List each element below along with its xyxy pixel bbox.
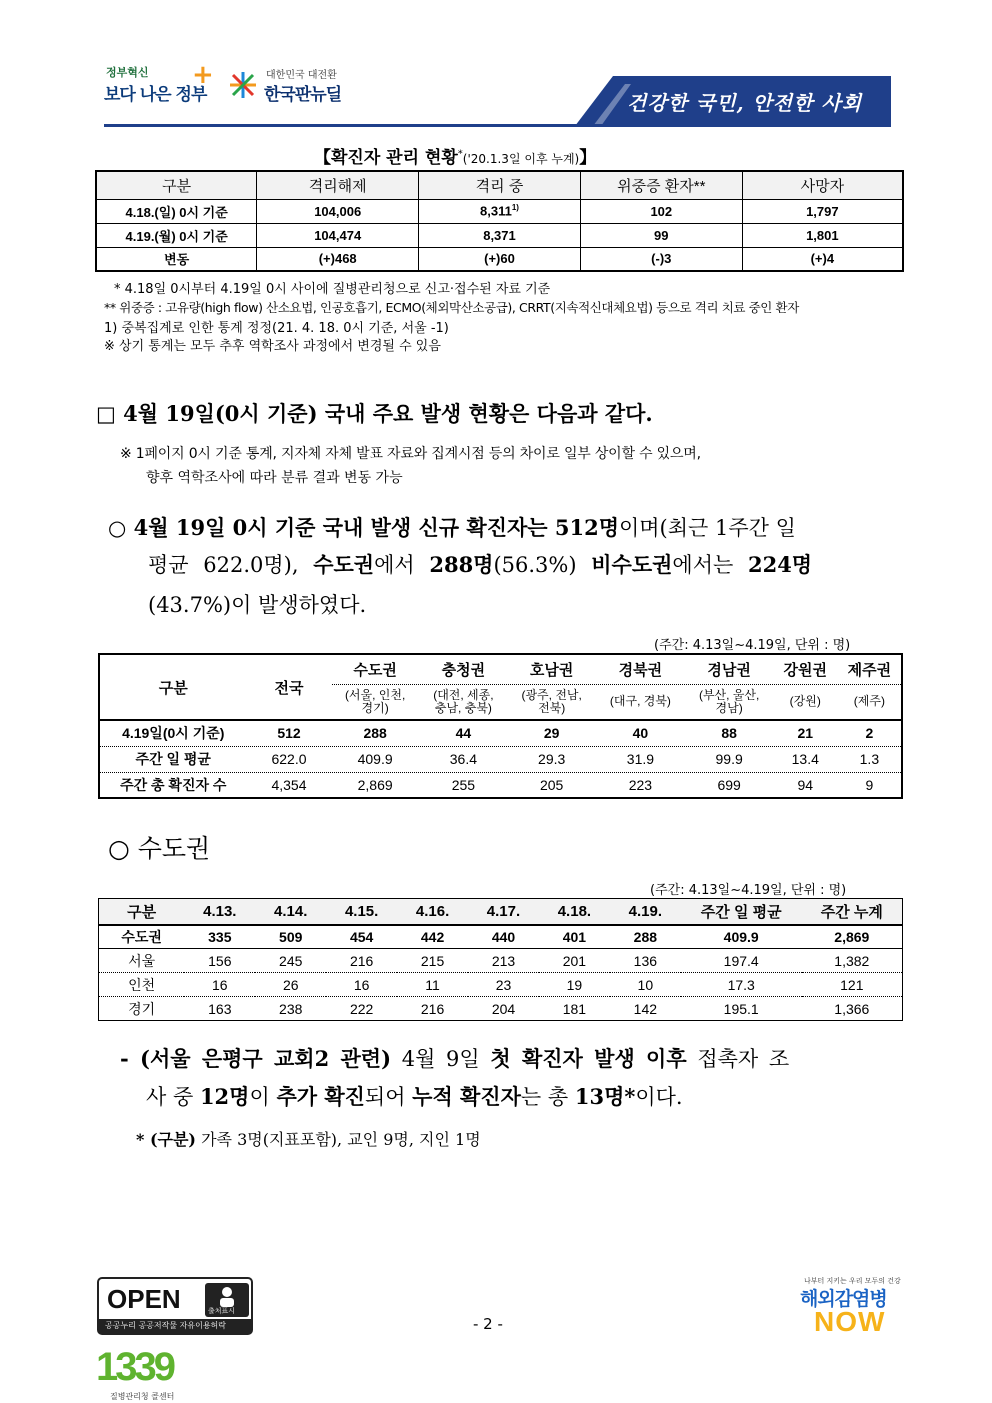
- table1-title-suffix: ('20.1.3일 이후 누계): [462, 152, 580, 166]
- cell: 2,869: [331, 772, 419, 798]
- col-header: 4.17.: [468, 899, 539, 925]
- cell: 16: [184, 973, 255, 997]
- cell: 36.4: [419, 746, 507, 772]
- col-header: 4.18.: [539, 899, 610, 925]
- cell: 1,797: [742, 199, 903, 223]
- cell: 163: [184, 997, 255, 1021]
- cell: 216: [326, 949, 397, 973]
- col-header: 4.15.: [326, 899, 397, 925]
- cell: 222: [326, 997, 397, 1021]
- cell: 31.9: [596, 746, 685, 772]
- row-label: 경기: [99, 997, 185, 1021]
- page-number: - 2 -: [473, 1315, 503, 1333]
- cell: 204: [468, 997, 539, 1021]
- cell: 142: [610, 997, 681, 1021]
- cell: 442: [397, 925, 468, 949]
- note-line: ※ 상기 통계는 모두 추후 역학조사 과정에서 변경될 수 있음: [104, 339, 441, 354]
- col-header: 4.14.: [255, 899, 326, 925]
- slogan-banner: [575, 76, 891, 126]
- cell: 195.1: [681, 997, 802, 1021]
- cell: 215: [397, 949, 468, 973]
- para-text: (56.3%): [493, 553, 577, 577]
- attribution-icon: [205, 1283, 249, 1317]
- section-note: ※ 1페이지 0시 기준 통계, 지자체 자체 발표 자료와 집계시점 등의 차이로 일부 상이할 수 있으며,: [120, 446, 701, 462]
- note-line: * 4.18일 0시부터 4.19일 0시 사이에 질병관리청으로 신고·접수된 자료 기준: [114, 282, 551, 297]
- cell: (+)468: [257, 247, 419, 271]
- table2-unit: (주간: 4.13일~4.19일, 단위 : 명): [654, 638, 851, 653]
- table-row: [99, 949, 903, 973]
- col-header: 전국: [274, 679, 304, 697]
- cell: 16: [326, 973, 397, 997]
- para-line: [120, 1043, 789, 1073]
- table-row: [99, 746, 902, 772]
- region-sub: (대전, 세종, 충남, 충북): [419, 684, 507, 720]
- cell: 19: [539, 973, 610, 997]
- cell: 216: [397, 997, 468, 1021]
- table1-title-main: 【확진자 관리 현황: [314, 148, 458, 168]
- para-bold: 비수도권: [591, 552, 673, 577]
- new-deal-small: 대한민국 대전환: [266, 70, 337, 81]
- para-text: 이다.: [635, 1085, 683, 1109]
- now-title: 해외감염병: [800, 1288, 887, 1310]
- slogan-text: 건강한 국민, 안전한 사회: [627, 91, 863, 115]
- cell: 238: [255, 997, 326, 1021]
- para-text: 사 중: [146, 1085, 194, 1109]
- korean-new-deal-logo: [228, 66, 358, 110]
- cell: 1,366: [802, 997, 903, 1021]
- cell: (+)60: [419, 247, 581, 271]
- para-text: 되어: [364, 1085, 406, 1109]
- cell: 335: [184, 925, 255, 949]
- row-label: 4.19일(0시 기준): [99, 720, 247, 746]
- col-header: 주간 누계: [802, 899, 903, 925]
- col-header: 구분: [96, 171, 257, 199]
- header-divider: [104, 124, 891, 127]
- table-row: [96, 223, 903, 247]
- section-heading: □ 4월 19일(0시 기준) 국내 주요 발생 현황은 다음과 같다.: [96, 401, 653, 426]
- capital-area-table: [98, 898, 903, 1021]
- note-label: * (구분): [136, 1130, 196, 1149]
- cell: 23: [468, 973, 539, 997]
- para-bold: 224명: [747, 552, 813, 577]
- cell: 509: [255, 925, 326, 949]
- table-row: [96, 199, 903, 223]
- cell: 440: [468, 925, 539, 949]
- table1-title-close: 】: [579, 148, 597, 168]
- cell: 11: [397, 973, 468, 997]
- now-caption: 나부터 지키는 우리 모두의 건강: [804, 1277, 901, 1285]
- note-line: 1) 중복집계로 인한 통계 정정(21. 4. 18. 0시 기준, 서울 -1): [104, 321, 449, 336]
- cell: 181: [539, 997, 610, 1021]
- cell: 213: [468, 949, 539, 973]
- cell: 401: [539, 925, 610, 949]
- table-row: [99, 973, 903, 997]
- cell: 288: [610, 925, 681, 949]
- table-header-row: [99, 899, 903, 925]
- para-bold: 수도권: [313, 552, 375, 577]
- cell: 99.9: [685, 746, 773, 772]
- col-header: 수도권: [353, 661, 397, 679]
- table-row: [99, 925, 903, 949]
- row-label: 인천: [99, 973, 185, 997]
- col-header: 위중증 환자**: [580, 171, 742, 199]
- gov-innovation-small: 정부혁신: [106, 66, 149, 79]
- para-bold: ○ 4월 19일 0시 기준 국내 발생 신규 확진자는 512명: [108, 515, 619, 540]
- note-line: ** 위중증 : 고유량(high flow) 산소요법, 인공호흡기, ECMO(체외막산소공급), CRRT(지속적신대체요법) 등으로 격리 치료 중인 환자: [104, 300, 799, 315]
- section-note: 향후 역학조사에 따라 분류 결과 변동 가능: [146, 470, 403, 486]
- cell: 409.9: [681, 925, 802, 949]
- kdca-1339-logo: [96, 1345, 206, 1403]
- para-text: 는 총: [520, 1085, 569, 1109]
- para-line: [108, 512, 796, 542]
- cell: 4,354: [247, 772, 331, 798]
- row-label: 변동: [96, 247, 257, 271]
- col-header: 4.19.: [610, 899, 681, 925]
- cell: 1,801: [742, 223, 903, 247]
- note-text: 가족 3명(지표포함), 교인 9명, 지인 1명: [201, 1130, 481, 1149]
- cell: 205: [508, 772, 596, 798]
- gov-innovation-logo: [104, 62, 212, 112]
- col-header: 경남권: [707, 661, 751, 679]
- callcenter-caption: 질병관리청 콜센터: [110, 1392, 175, 1401]
- cell: 9: [837, 772, 902, 798]
- col-header: 호남권: [529, 661, 574, 679]
- table-row: [96, 247, 903, 271]
- para-line: (43.7%)이 발생하였다.: [148, 593, 367, 617]
- row-label: 주간 총 확진자 수: [99, 772, 247, 798]
- col-header: 4.13.: [184, 899, 255, 925]
- kogl-caption: 공공누리 공공저작물 자유이용허락: [99, 1319, 251, 1333]
- cell: 622.0: [247, 746, 331, 772]
- para-text: 이며(최근 1주간 일: [618, 516, 796, 540]
- col-header: 격리 중: [419, 171, 581, 199]
- now-word: NOW: [814, 1306, 886, 1337]
- new-deal-main: 한국판뉴딜: [264, 85, 342, 105]
- para-text: 접촉자 조: [697, 1047, 790, 1071]
- overseas-infection-now-logo: [800, 1276, 905, 1338]
- col-header: 구분: [99, 899, 185, 925]
- row-label: 4.18.(일) 0시 기준: [96, 199, 257, 223]
- row-label: 주간 일 평균: [99, 746, 247, 772]
- cell: 26: [255, 973, 326, 997]
- gov-innovation-main: 보다 나은 정부: [104, 85, 207, 105]
- para-bold: 추가 확진: [276, 1084, 365, 1109]
- open-label: OPEN: [103, 1283, 199, 1317]
- col-header: 경북권: [618, 661, 663, 679]
- cell: 102: [580, 199, 742, 223]
- col-header: 격리해제: [257, 171, 419, 199]
- para-text: 평균 622.0명),: [148, 553, 299, 577]
- cell: 454: [326, 925, 397, 949]
- row-label: 4.19.(월) 0시 기준: [96, 223, 257, 247]
- para-line: [146, 1081, 683, 1111]
- confirmed-management-table: [95, 170, 904, 272]
- region-sub: (제주): [837, 684, 902, 720]
- cell: 94: [773, 772, 837, 798]
- kogl-open-badge: [97, 1277, 253, 1335]
- region-sub: (강원): [773, 684, 837, 720]
- cell: (-)3: [580, 247, 742, 271]
- region-sub: (대구, 경북): [596, 684, 685, 720]
- col-header: 사망자: [742, 171, 903, 199]
- cell: 255: [419, 772, 507, 798]
- row-label: 서울: [99, 949, 185, 973]
- cell: 136: [610, 949, 681, 973]
- cell: (+)4: [742, 247, 903, 271]
- cell: 8,311$^{1)}$: [419, 199, 581, 223]
- table1-title: [314, 143, 596, 168]
- cell: 8,371: [419, 223, 581, 247]
- region-sub: (부산, 울산, 경남): [685, 684, 773, 720]
- para-bold: 누적 확진자: [412, 1084, 521, 1109]
- para-note: [136, 1127, 481, 1150]
- cell: 99: [580, 223, 742, 247]
- col-header: 제주권: [847, 661, 892, 679]
- cell: 512: [247, 720, 331, 746]
- new-deal-burst-icon: [228, 70, 258, 100]
- table3-unit: (주간: 4.13일~4.19일, 단위 : 명): [650, 883, 847, 898]
- cell: 17.3: [681, 973, 802, 997]
- table1-title-star: *: [457, 148, 463, 160]
- table-header-row: [96, 171, 903, 199]
- col-header: 충청권: [441, 661, 486, 679]
- footnote-mark: 1): [511, 203, 519, 213]
- cell: 223: [596, 772, 685, 798]
- callcenter-number: 1339: [96, 1345, 173, 1389]
- table-header-row: [99, 654, 902, 684]
- region-sub: (광주, 전남, 전북): [508, 684, 596, 720]
- cell: 1,382: [802, 949, 903, 973]
- row-label: 수도권: [99, 925, 185, 949]
- cell: 44: [419, 720, 507, 746]
- col-header: 구분: [158, 679, 188, 697]
- cell: 156: [184, 949, 255, 973]
- section-heading: ○ 수도권: [108, 834, 211, 863]
- cell: 29.3: [508, 746, 596, 772]
- regional-table: [98, 653, 903, 799]
- para-line: [148, 549, 812, 579]
- para-bold: 288명: [429, 552, 494, 577]
- cell: 104,474: [257, 223, 419, 247]
- para-text: 에서: [374, 553, 415, 577]
- cell: 104,006: [257, 199, 419, 223]
- table-row: [99, 772, 902, 798]
- cell: 201: [539, 949, 610, 973]
- cell: 40: [596, 720, 685, 746]
- table-row: [99, 997, 903, 1021]
- para-bold: 12명: [199, 1084, 250, 1109]
- cell: 1.3: [837, 746, 902, 772]
- region-sub: (서울, 인천, 경기): [331, 684, 419, 720]
- attribution-label: 출처표시: [208, 1307, 236, 1315]
- cell: 21: [773, 720, 837, 746]
- para-bold: - (서울 은평구 교회2 관련): [120, 1046, 392, 1071]
- cell: 29: [508, 720, 596, 746]
- para-text: 에서는: [672, 553, 734, 577]
- cell: 2,869: [802, 925, 903, 949]
- table-row: [99, 720, 902, 746]
- cell: 2: [837, 720, 902, 746]
- col-header: 주간 일 평균: [681, 899, 802, 925]
- cell: 245: [255, 949, 326, 973]
- cell: 288: [331, 720, 419, 746]
- col-header: 4.16.: [397, 899, 468, 925]
- cell: 699: [685, 772, 773, 798]
- cell: 409.9: [331, 746, 419, 772]
- cell: 121: [802, 973, 903, 997]
- col-header: 강원권: [783, 661, 827, 679]
- para-text: 4월 9일: [401, 1047, 480, 1071]
- para-bold: 첫 확진자 발생 이후: [490, 1046, 687, 1071]
- plus-icon: +: [192, 60, 214, 90]
- para-text: 이: [249, 1085, 270, 1109]
- cell: 197.4: [681, 949, 802, 973]
- cell: 13.4: [773, 746, 837, 772]
- cell: 10: [610, 973, 681, 997]
- cell: 88: [685, 720, 773, 746]
- para-bold: 13명*: [574, 1084, 636, 1109]
